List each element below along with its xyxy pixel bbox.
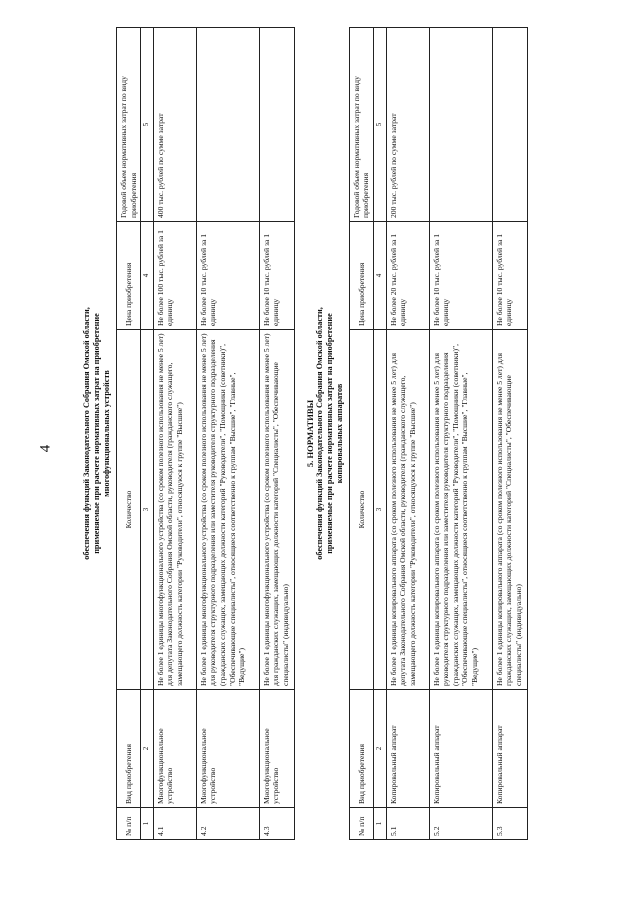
column-number-row: 1 2 3 4 5 [373, 28, 386, 840]
section-caption-mfu: обеспечения функций Законодательного Собрания Омской области, применяемые при расчете нормативных затрат на приобретение многофункциональных устройств [82, 307, 111, 560]
column-number-row: 1 2 3 4 5 [141, 28, 154, 840]
section-caption-copiers: 5. НОРМАТИВЫ обеспечения функций Законодательного Собрания Омской области, применяемые при расчете нормативных затрат на приобретение копировальных аппаратов [295, 27, 345, 840]
header-type: Вид приобретения [117, 690, 141, 808]
rotated-content [74, 27, 634, 840]
table-header-row [349, 28, 373, 840]
norms-table-copiers [349, 27, 528, 840]
header-annual: Годовой объем нормативных затрат по виду приобретения [349, 28, 373, 222]
header-qty: Количество [349, 330, 373, 690]
header-price: Цена приобретения [117, 222, 141, 330]
header-type: Вид приобретения [349, 690, 373, 808]
table-row: 5.3 Копировальный аппарат Не более 1 единицы копировального аппарата (со сроком полезного использования не менее 5 лет) для гражданских служащих, замещающих должности категорий "Специалисты", "Обеспечивающие специалисты" (индивидуально) Не более 10 тыс. рублей за 1 единицу [492, 28, 527, 840]
norms-table-mfu [116, 27, 295, 840]
table-row: 4.1 Многофункциональное устройство Не более 1 единицы многофункционального устройства (со сроком полезного использования не менее 5 лет) для депутата Законодательного Собрания Омской области, руководителя (гражданского служащего, замещающего должность категории "Руководители", относящуюся к группе "Высшие") Не более 100 тыс. рублей за 1 единицу 400 тыс. рублей по сумме затрат [153, 28, 196, 840]
table-row: 5.1 Копировальный аппарат Не более 1 единицы копировального аппарата (со сроком полезного использования не менее 5 лет) для депутата Законодательного Собрания Омской области, руководителя (гражданского служащего, замещающего должность категории "Руководители", относящуюся к группе "Высшие") Не более 20 тыс. рублей за 1 единицу 200 тыс. рублей по сумме затрат [386, 28, 429, 840]
header-num: № п/п [349, 808, 373, 840]
table-row: 4.3 Многофункциональное устройство Не более 1 единицы многофункционального устройства (со сроком полезного использования не менее 5 лет) для гражданских служащих, замещающих должности категорий "Специалисты", "Обеспечивающие специалисты" (индивидуально) Не более 10 тыс. рублей за 1 единицу [259, 28, 294, 840]
table-row: 5.2 Копировальный аппарат Не более 1 единицы копировального аппарата (со сроком полезного использования не менее 5 лет) для руководителя структурного подразделения или заместителя руководителя структурного подразделения (гражданских служащих, замещающих должности категорий "Руководители", "Помощники (советники)", "Обеспечивающие специалисты", относящиеся соответственно к группам "Высшие", "Главные", "Ведущие") Не более 10 тыс. рублей за 1 единицу [429, 28, 492, 840]
header-annual: Годовой объем нормативных затрат по виду приобретения [117, 28, 141, 222]
section-heading: 5. НОРМАТИВЫ [304, 399, 315, 468]
table-header-row [117, 28, 141, 840]
header-price: Цена приобретения [349, 222, 373, 330]
header-qty: Количество [117, 330, 141, 690]
header-num: № п/п [117, 808, 141, 840]
table-row: 4.2 Многофункциональное устройство Не более 1 единицы многофункционального устройства (со сроком полезного использования не менее 5 лет) для руководителя структурного подразделения или заместителя руководителя структурного подразделения (гражданских служащих, замещающих должности категорий "Руководители", "Помощники (советники)", "Обеспечивающие специалисты", относящиеся соответственно к группам "Высшие", "Главные", "Ведущие") Не более 10 тыс. рублей за 1 единицу [196, 28, 259, 840]
page-number: 4 [37, 444, 54, 453]
